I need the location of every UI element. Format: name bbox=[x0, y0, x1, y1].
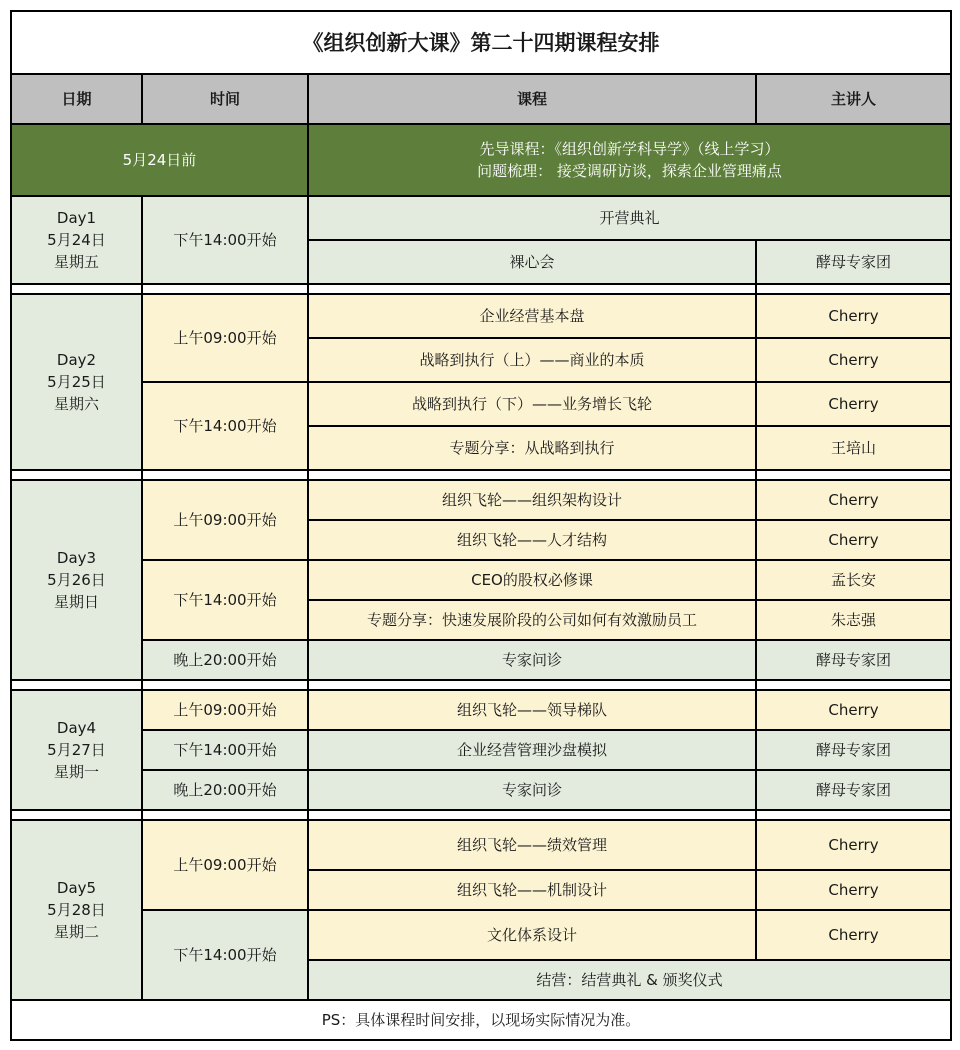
session-speaker: 酵母专家团 bbox=[755, 639, 952, 681]
day-date: 5月24日 bbox=[47, 231, 106, 249]
session-speaker: Cherry bbox=[755, 689, 952, 731]
session-course: 企业经营管理沙盘模拟 bbox=[307, 729, 757, 771]
session-speaker: 王培山 bbox=[755, 425, 952, 471]
time-cell: 上午09:00开始 bbox=[141, 479, 309, 561]
time-cell: 下午14:00开始 bbox=[141, 909, 309, 1001]
day-weekday: 星期日 bbox=[53, 593, 99, 611]
session-course: 专题分享：快速发展阶段的公司如何有效激励员工 bbox=[307, 599, 757, 641]
header-speaker: 主讲人 bbox=[755, 73, 952, 125]
session-speaker: Cherry bbox=[755, 293, 952, 339]
session-course: 文化体系设计 bbox=[307, 909, 757, 961]
session-speaker: Cherry bbox=[755, 909, 952, 961]
session-speaker: Cherry bbox=[755, 337, 952, 383]
day-weekday: 星期五 bbox=[53, 253, 99, 271]
day-weekday: 星期六 bbox=[53, 395, 99, 413]
session-speaker: 孟长安 bbox=[755, 559, 952, 601]
session-course: 结营：结营典礼 & 颁奖仪式 bbox=[307, 959, 952, 1001]
session-course: 开营典礼 bbox=[307, 195, 952, 241]
session-course: 裸心会 bbox=[307, 239, 757, 285]
session-speaker: Cherry bbox=[755, 869, 952, 911]
header-course: 课程 bbox=[307, 73, 757, 125]
day-label: Day5 bbox=[56, 879, 97, 897]
session-speaker: 酵母专家团 bbox=[755, 729, 952, 771]
session-speaker: Cherry bbox=[755, 519, 952, 561]
session-course: 专家问诊 bbox=[307, 639, 757, 681]
header-date: 日期 bbox=[10, 73, 143, 125]
day-cell-day2 bbox=[10, 293, 143, 471]
time-cell: 上午09:00开始 bbox=[141, 819, 309, 911]
session-speaker: Cherry bbox=[755, 381, 952, 427]
day-weekday: 星期二 bbox=[53, 923, 99, 941]
session-course: 企业经营基本盘 bbox=[307, 293, 757, 339]
day-weekday: 星期一 bbox=[53, 763, 99, 781]
pre-course-content bbox=[307, 123, 952, 197]
session-speaker: 朱志强 bbox=[755, 599, 952, 641]
session-course: 组织飞轮——绩效管理 bbox=[307, 819, 757, 871]
session-course: 专题分享：从战略到执行 bbox=[307, 425, 757, 471]
day-cell-day4 bbox=[10, 689, 143, 811]
footer-note: PS：具体课程时间安排，以现场实际情况为准。 bbox=[10, 999, 952, 1041]
day-date: 5月27日 bbox=[47, 741, 106, 759]
pre-course-date: 5月24日前 bbox=[10, 123, 309, 197]
day-date: 5月26日 bbox=[47, 571, 106, 589]
session-course: 专家问诊 bbox=[307, 769, 757, 811]
pre-course-line: 先导课程：《组织创新学科导学》（线上学习） bbox=[479, 140, 780, 158]
session-course: 组织飞轮——人才结构 bbox=[307, 519, 757, 561]
session-course: 战略到执行（下）——业务增长飞轮 bbox=[307, 381, 757, 427]
day-label: Day4 bbox=[56, 719, 97, 737]
session-course: 组织飞轮——领导梯队 bbox=[307, 689, 757, 731]
pre-course-line: 问题梳理： 接受调研访谈，探索企业管理痛点 bbox=[477, 162, 782, 180]
time-cell: 晚上20:00开始 bbox=[141, 639, 309, 681]
time-cell: 下午14:00开始 bbox=[141, 195, 309, 285]
day-date: 5月28日 bbox=[47, 901, 106, 919]
day-date: 5月25日 bbox=[47, 373, 106, 391]
header-time: 时间 bbox=[141, 73, 309, 125]
time-cell: 上午09:00开始 bbox=[141, 689, 309, 731]
session-course: 组织飞轮——组织架构设计 bbox=[307, 479, 757, 521]
session-speaker: 酵母专家团 bbox=[755, 239, 952, 285]
time-cell: 下午14:00开始 bbox=[141, 729, 309, 771]
session-course: CEO的股权必修课 bbox=[307, 559, 757, 601]
day-label: Day3 bbox=[56, 549, 97, 567]
time-cell: 晚上20:00开始 bbox=[141, 769, 309, 811]
time-cell: 上午09:00开始 bbox=[141, 293, 309, 383]
session-course: 组织飞轮——机制设计 bbox=[307, 869, 757, 911]
day-cell-day1 bbox=[10, 195, 143, 285]
session-course: 战略到执行（上）——商业的本质 bbox=[307, 337, 757, 383]
session-speaker: 酵母专家团 bbox=[755, 769, 952, 811]
session-speaker: Cherry bbox=[755, 819, 952, 871]
time-cell: 下午14:00开始 bbox=[141, 381, 309, 471]
day-cell-day3 bbox=[10, 479, 143, 681]
day-label: Day2 bbox=[56, 351, 97, 369]
session-speaker: Cherry bbox=[755, 479, 952, 521]
day-label: Day1 bbox=[56, 209, 97, 227]
page-title: 《组织创新大课》第二十四期课程安排 bbox=[10, 10, 952, 75]
time-cell: 下午14:00开始 bbox=[141, 559, 309, 641]
day-cell-day5 bbox=[10, 819, 143, 1001]
